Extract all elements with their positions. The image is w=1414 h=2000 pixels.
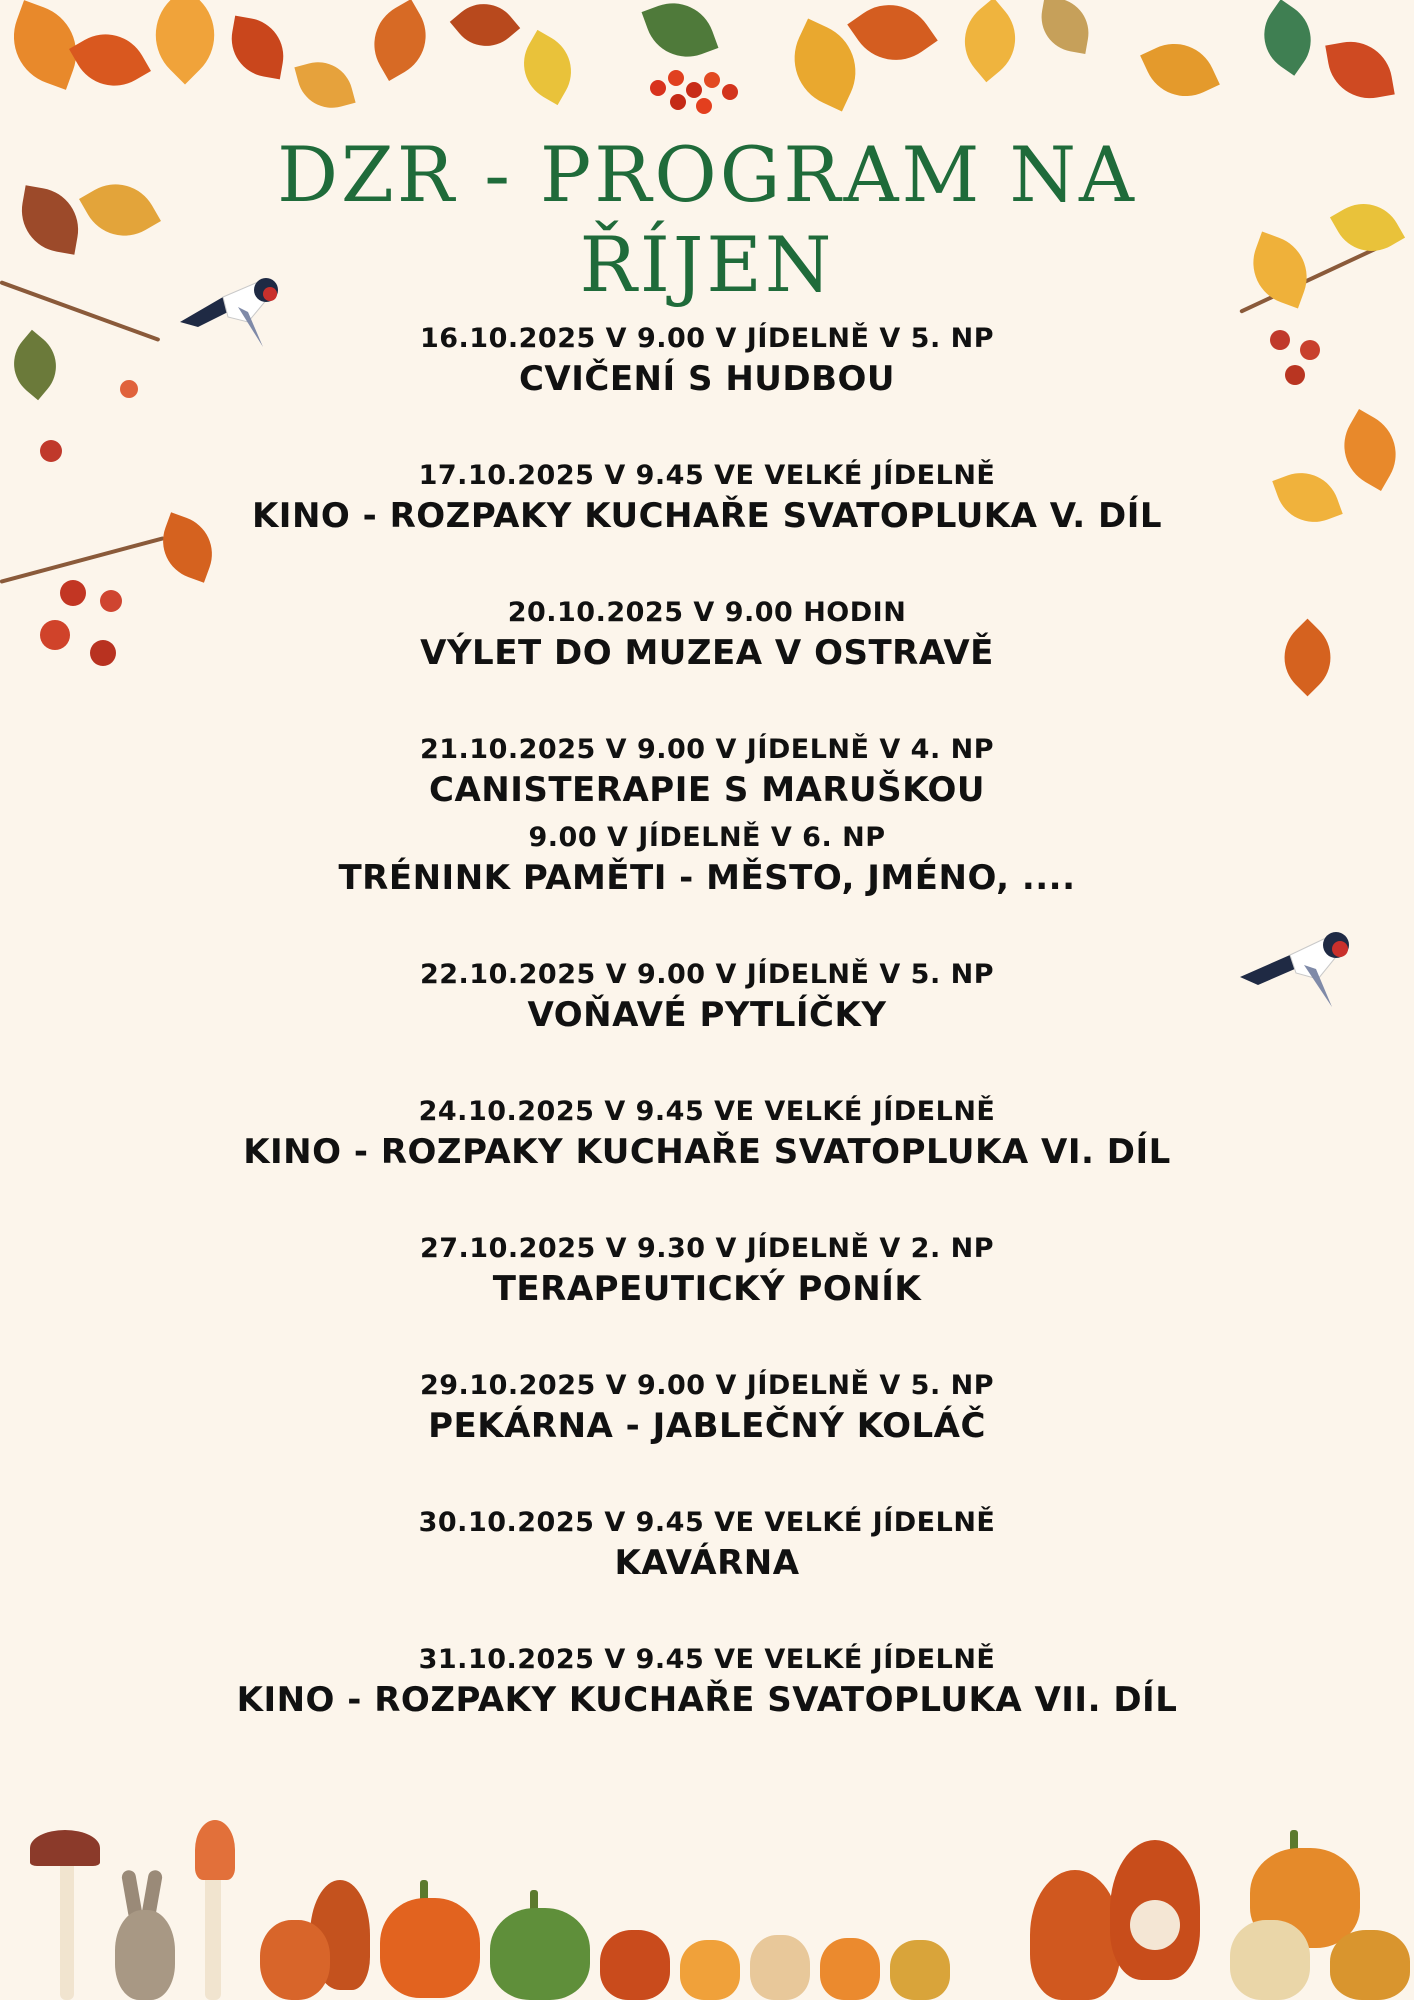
event-item [0, 733, 1414, 813]
event-item [0, 1643, 1414, 1723]
event-time: 22.10.2025 V 9.00 V JÍDELNĚ V 5. NP [419, 959, 995, 990]
event-title: KINO - ROZPAKY KUCHAŘE SVATOPLUKA V. DÍL [251, 496, 1163, 536]
event-time: 21.10.2025 V 9.00 V JÍDELNĚ V 4. NP [419, 734, 995, 765]
event-item [0, 821, 1414, 901]
event-time: 29.10.2025 V 9.00 V JÍDELNĚ V 5. NP [419, 1370, 995, 1401]
event-time: 9.00 V JÍDELNĚ V 6. NP [528, 822, 886, 853]
title-line-2: ŘÍJEN [579, 220, 835, 309]
event-item [0, 322, 1414, 402]
event-time: 27.10.2025 V 9.30 V JÍDELNĚ V 2. NP [419, 1233, 995, 1264]
title-line-1: DZR - PROGRAM NA [277, 130, 1137, 219]
event-item [0, 1369, 1414, 1449]
event-title: VÝLET DO MUZEA V OSTRAVĚ [420, 633, 994, 673]
event-item [0, 1506, 1414, 1586]
event-time: 24.10.2025 V 9.45 VE VELKÉ JÍDELNĚ [418, 1096, 996, 1127]
squirrel-icon [250, 1880, 370, 2000]
event-item [0, 459, 1414, 539]
event-time: 16.10.2025 V 9.00 V JÍDELNĚ V 5. NP [419, 323, 995, 354]
pumpkin-icon [1220, 1830, 1414, 2000]
event-time: 30.10.2025 V 9.45 VE VELKÉ JÍDELNĚ [418, 1507, 996, 1538]
rowan-berries-icon [650, 70, 770, 130]
pumpkin-icon [360, 1880, 960, 2000]
event-item [0, 1095, 1414, 1175]
event-item [0, 596, 1414, 676]
event-title: TRÉNINK PAMĚTI - MĚSTO, JMÉNO, .... [338, 858, 1076, 898]
event-title: KINO - ROZPAKY KUCHAŘE SVATOPLUKA VII. DÍL [236, 1680, 1178, 1720]
rabbit-icon [95, 1870, 185, 2000]
event-title: KAVÁRNA [614, 1543, 800, 1583]
event-title: CVIČENÍ S HUDBOU [518, 359, 896, 399]
event-time: 20.10.2025 V 9.00 HODIN [507, 597, 907, 628]
event-time: 31.10.2025 V 9.45 VE VELKÉ JÍDELNĚ [418, 1644, 996, 1675]
event-title: VOŇAVÉ PYTLÍČKY [527, 995, 887, 1035]
event-list [0, 322, 1414, 1723]
event-title: KINO - ROZPAKY KUCHAŘE SVATOPLUKA VI. DÍL [243, 1132, 1171, 1172]
event-title: TERAPEUTICKÝ PONÍK [492, 1269, 922, 1309]
page-title [0, 130, 1414, 310]
fox-icon [1010, 1840, 1210, 2000]
event-title: PEKÁRNA - JABLEČNÝ KOLÁČ [428, 1406, 986, 1446]
event-item [0, 1232, 1414, 1312]
event-item [0, 958, 1414, 1038]
event-time: 17.10.2025 V 9.45 VE VELKÉ JÍDELNĚ [418, 460, 996, 491]
event-title: CANISTERAPIE S MARUŠKOU [429, 770, 985, 810]
